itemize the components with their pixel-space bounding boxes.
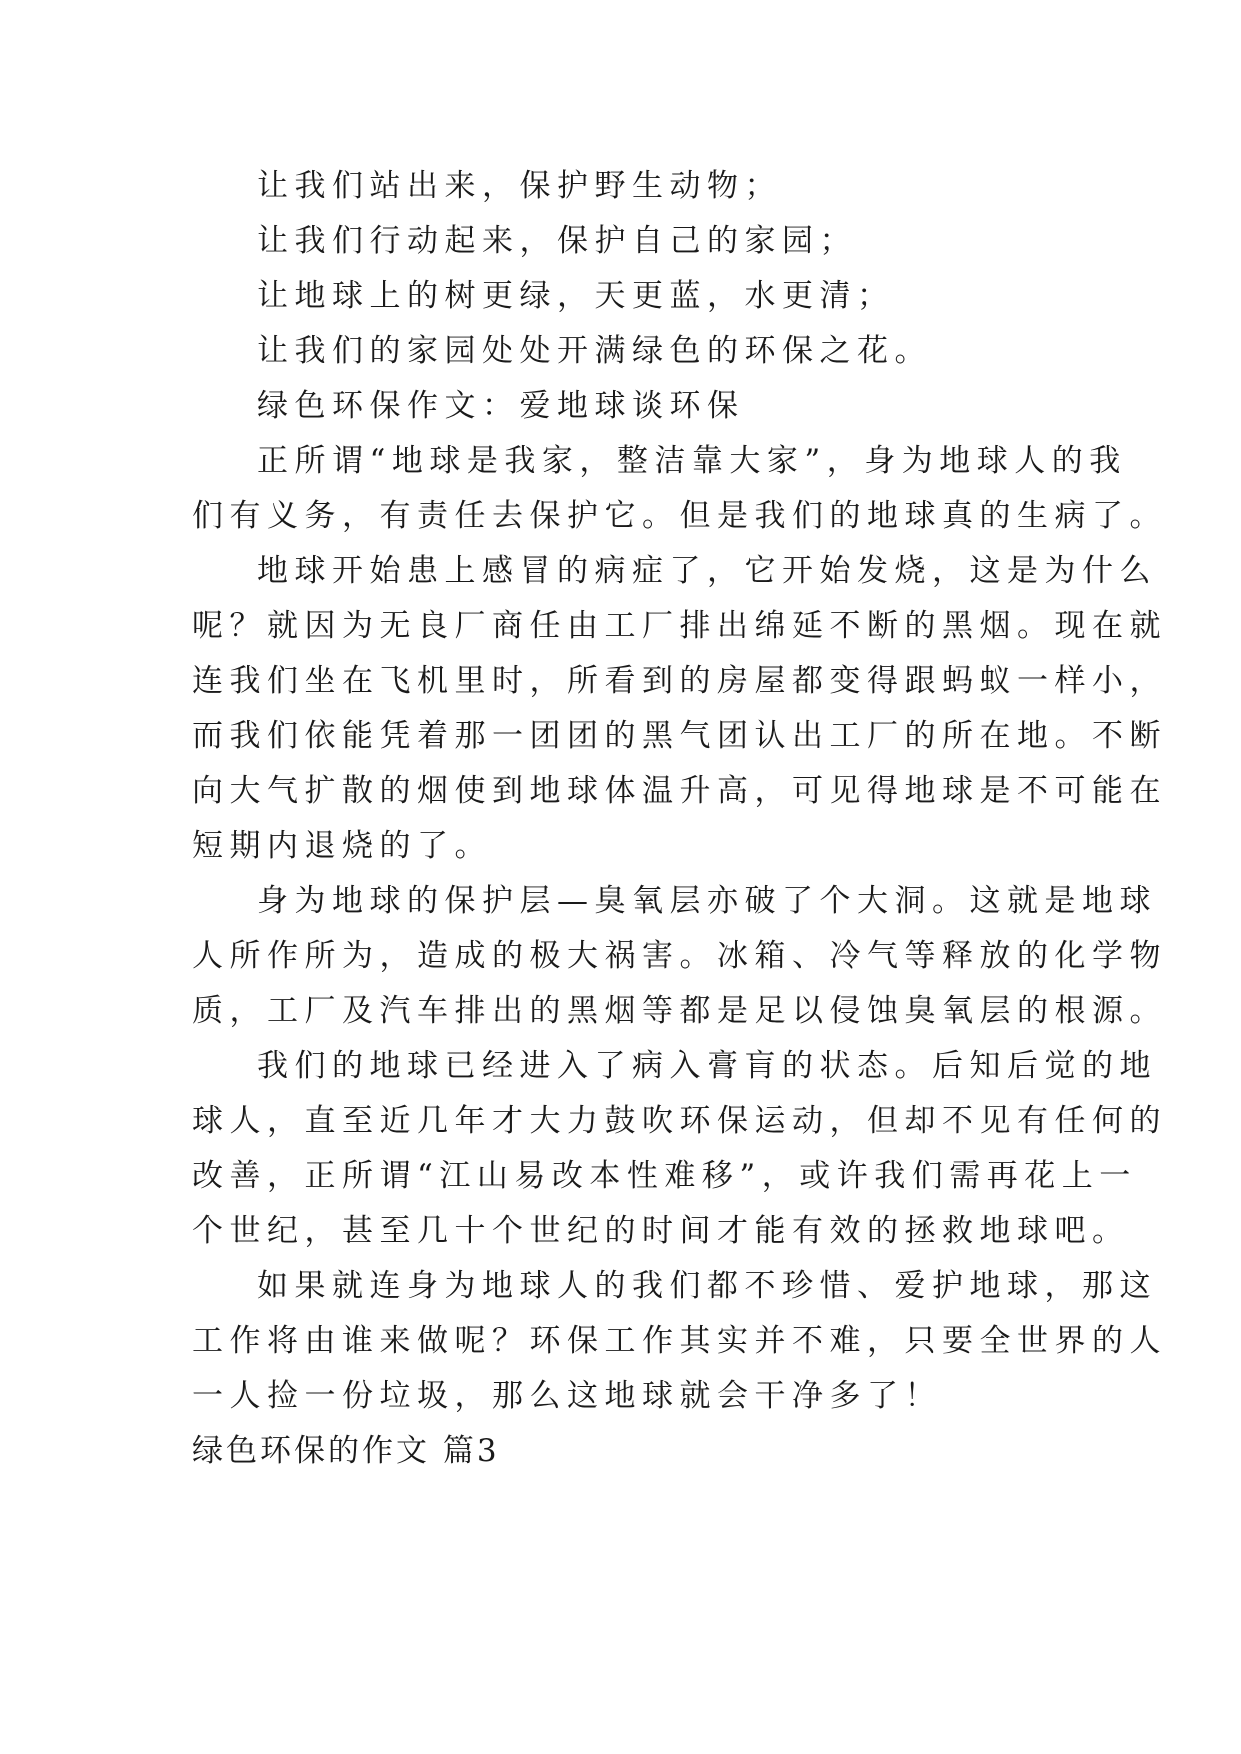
- paragraph-line: 正所谓“地球是我家，整洁靠大家”，身为地球人的我: [257, 443, 1127, 479]
- paragraph-line: 球人，直至近几年才大力鼓吹环保运动，但却不见有任何的: [192, 1103, 1167, 1139]
- paragraph-line: 呢？就因为无良厂商任由工厂排出绵延不断的黑烟。现在就: [192, 608, 1167, 644]
- section-heading: 绿色环保的作文 篇3: [192, 1433, 500, 1469]
- paragraph-line: 地球开始患上感冒的病症了，它开始发烧，这是为什么: [257, 553, 1157, 589]
- essay-title: 绿色环保作文：爱地球谈环保: [257, 388, 745, 424]
- paragraph-line: 工作将由谁来做呢？环保工作其实并不难，只要全世界的人: [192, 1323, 1167, 1359]
- poem-line: 让地球上的树更绿，天更蓝，水更清；: [257, 278, 895, 314]
- paragraph-line: 而我们依能凭着那一团团的黑气团认出工厂的所在地。不断: [192, 718, 1167, 754]
- paragraph-line: 人所作所为，造成的极大祸害。冰箱、冷气等释放的化学物: [192, 938, 1167, 974]
- paragraph-line: 改善，正所谓“江山易改本性难移”，或许我们需再花上一: [192, 1158, 1137, 1194]
- paragraph-line: 我们的地球已经进入了病入膏肓的状态。后知后觉的地: [257, 1048, 1157, 1084]
- poem-line: 让我们的家园处处开满绿色的环保之花。: [257, 333, 932, 369]
- paragraph-line: 向大气扩散的烟使到地球体温升高，可见得地球是不可能在: [192, 773, 1167, 809]
- poem-line: 让我们站出来，保护野生动物；: [257, 168, 782, 204]
- paragraph-line: 一人捡一份垃圾，那么这地球就会干净多了！: [192, 1378, 942, 1414]
- paragraph-line: 个世纪，甚至几十个世纪的时间才能有效的拯救地球吧。: [192, 1213, 1130, 1249]
- poem-line: 让我们行动起来，保护自己的家园；: [257, 223, 857, 259]
- paragraph-line: 如果就连身为地球人的我们都不珍惜、爱护地球，那这: [257, 1268, 1157, 1304]
- paragraph-line: 质，工厂及汽车排出的黑烟等都是足以侵蚀臭氧层的根源。: [192, 993, 1167, 1029]
- paragraph-line: 身为地球的保护层—臭氧层亦破了个大洞。这就是地球: [257, 883, 1157, 919]
- paragraph-line: 短期内退烧的了。: [192, 828, 492, 864]
- paragraph-line: 连我们坐在飞机里时，所看到的房屋都变得跟蚂蚁一样小，: [192, 663, 1167, 699]
- paragraph-line: 们有义务，有责任去保护它。但是我们的地球真的生病了。: [192, 498, 1167, 534]
